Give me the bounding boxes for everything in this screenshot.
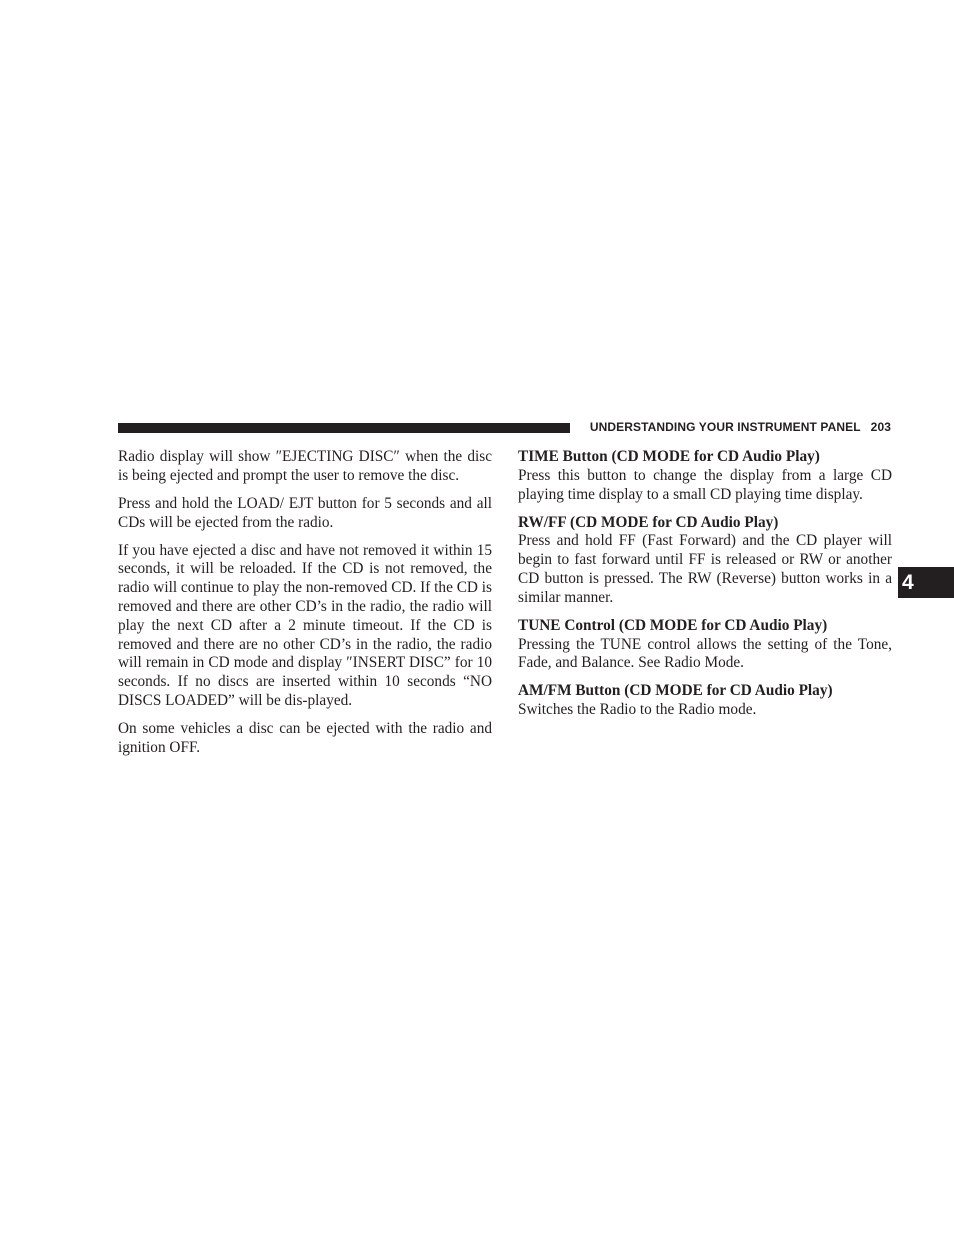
section-heading: TUNE Control (CD MODE for CD Audio Play) xyxy=(518,616,828,634)
paragraph-reload: If you have ejected a disc and have not removed it within 15 seconds, it will be reloaded. If the CD is not removed, the radio will continue to play the non-removed CD. If the CD is removed and there are other CD’s in the radio, the radio will play the next CD after a 2 minute timeout. If the CD is removed and there are no other CD’s in the radio, the radio will remain in CD mode and display ″INSERT DISC” for 10 seconds. If no discs are inserted within 10 seconds “NO DISCS LOADED” will be dis-played. xyxy=(118,541,492,709)
running-header xyxy=(590,420,891,434)
section-tune-control xyxy=(518,617,892,673)
header-title: UNDERSTANDING YOUR INSTRUMENT PANEL xyxy=(589,420,861,434)
section-body: Press and hold FF (Fast Forward) and the CD player will begin to fast forward until FF is released or RW or another CD button is pressed. The RW (Reverse) button works in a similar manner. xyxy=(518,532,892,606)
section-rw-ff xyxy=(518,514,892,608)
paragraph-ignition-off: On some vehicles a disc can be ejected with the radio and ignition OFF. xyxy=(118,719,492,756)
section-body: Pressing the TUNE control allows the setting of the Tone, Fade, and Balance. See Radio Mode. xyxy=(518,635,892,672)
paragraph-eject-all: Press and hold the LOAD/ EJT button for 5 seconds and all CDs will be ejected from the radio. xyxy=(118,494,492,531)
section-heading: RW/FF (CD MODE for CD Audio Play) xyxy=(518,513,779,531)
section-body: Switches the Radio to the Radio mode. xyxy=(518,701,757,719)
header-rule xyxy=(118,423,570,433)
section-body: Press this button to change the display from a large CD playing time display to a small CD playing time display. xyxy=(518,466,892,503)
section-am-fm-button xyxy=(518,682,892,720)
paragraph-ejecting-display: Radio display will show ″EJECTING DISC″ when the disc is being ejected and prompt the user to remove the disc. xyxy=(118,448,492,484)
section-heading: TIME Button (CD MODE for CD Audio Play) xyxy=(518,448,820,465)
chapter-tab: 4 xyxy=(898,567,954,598)
right-column xyxy=(518,448,892,729)
left-column xyxy=(118,448,492,767)
page-number: 203 xyxy=(870,420,891,434)
section-time-button xyxy=(518,448,892,504)
section-heading: AM/FM Button (CD MODE for CD Audio Play) xyxy=(518,682,833,700)
